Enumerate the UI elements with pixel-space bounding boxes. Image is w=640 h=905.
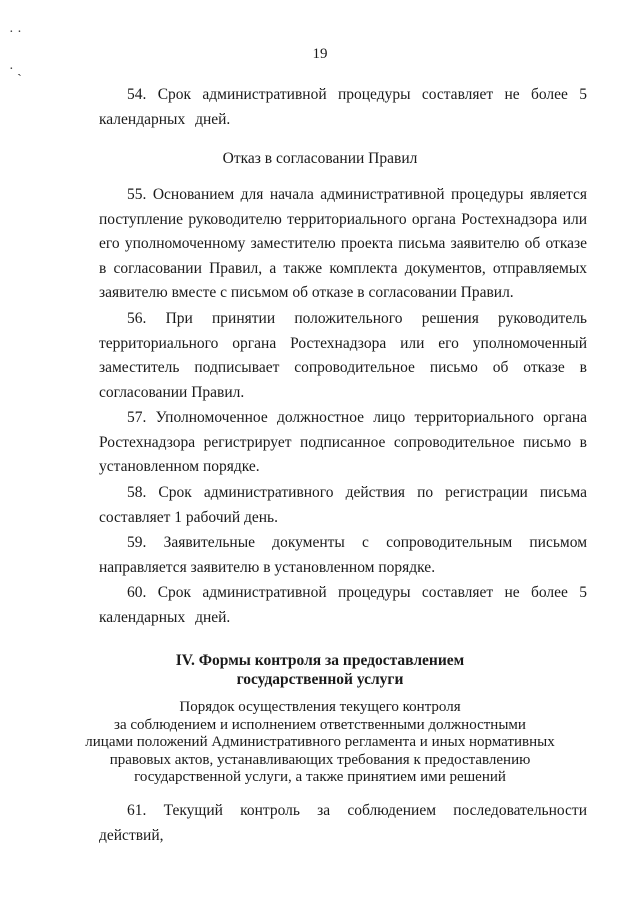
control-heading-line: государственной услуги, а также принятием ими решений [134, 769, 506, 785]
paragraph-54: 54. Срок административной процедуры составляет не более 5 календарных дней. [99, 86, 587, 128]
section-title-line: государственной услуги [236, 671, 404, 688]
paragraph-56: 56. При принятии положительного решения руководитель территориального органа Ростехнадзора или его уполномоченный заместитель подписывает сопроводительное письмо об отказе в согласовании Правил. [99, 310, 587, 401]
page-number: 19 [312, 46, 328, 62]
paragraph-58: 58. Срок административного действия по регистрации письма составляет 1 рабочий день. [99, 484, 587, 526]
section-title-line: IV. Формы контроля за предоставлением [175, 652, 465, 669]
scan-artifact-mark: · · [9, 25, 22, 40]
control-heading-line: за соблюдением и исполнением ответственными должностными [114, 716, 526, 733]
control-heading-line: правовых актов, устанавливающих требования к предоставлению [109, 751, 531, 768]
paragraph-59: 59. Заявительные документы с сопроводительным письмом направляется заявителю в установленном порядке. [99, 534, 587, 576]
subheading-refusal: Отказ в согласовании Правил [222, 150, 418, 167]
paragraph-60: 60. Срок административной процедуры составляет не более 5 календарных дней. [99, 584, 587, 626]
paragraph-61: 61. Текущий контроль за соблюдением последовательности действий, [99, 802, 587, 844]
control-heading [0, 699, 640, 787]
scan-artifact-mark: · ˎ [9, 62, 22, 77]
paragraph-57: 57. Уполномоченное должностное лицо территориального органа Ростехнадзора регистрирует подписанное сопроводительное письмо в установленном порядке. [99, 409, 587, 475]
control-heading-line: Порядок осуществления текущего контроля [179, 699, 461, 715]
paragraph-55: 55. Основанием для начала административной процедуры является поступление руководителю территориального органа Ростехнадзора или его уполномоченному заместителю проекта письма заявителю об отказе в согласовании Правил, а также комплекта документов, отправляемых заявителю вместе с письмом об отказе в согласовании Правил. [99, 186, 587, 301]
section-title [0, 651, 640, 689]
control-heading-line: лицами положений Административного регламента и иных нормативных [85, 734, 555, 750]
